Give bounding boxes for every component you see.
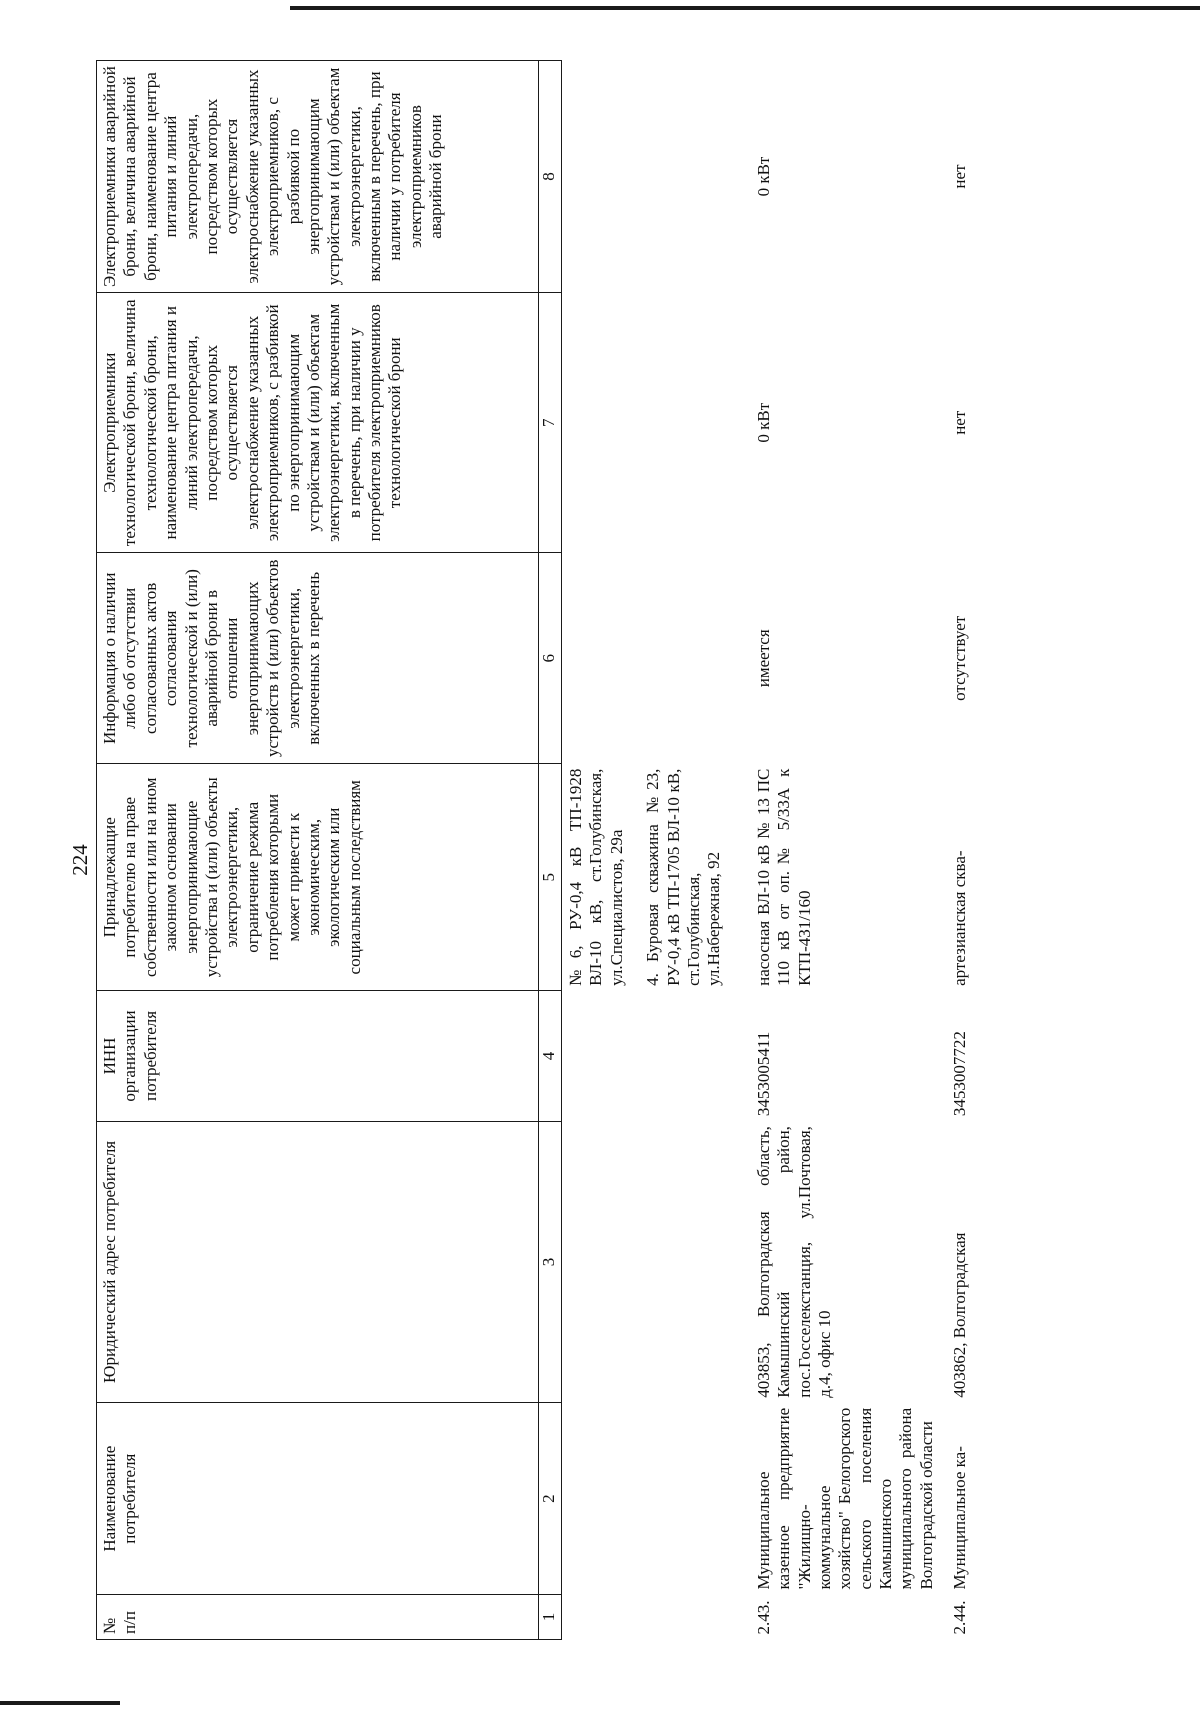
column-number: 5: [539, 764, 562, 991]
consumer-table: [96, 60, 974, 1640]
consumer-inn: 3453007722: [950, 1031, 970, 1117]
header-emergency-reserve: Электроприемники аварийной брони, величина аварийной брони, наименование центра питания и линий электропередачи, посредством которых осуществляется электроснабжение указанных электроприемников, с разбивкой по энергопринимающим устройствам и (или) объектам электроэнергетики, включенным в перечень, при наличии у потребителя электроприемников аварийной брони: [97, 61, 539, 293]
column-number: 8: [539, 61, 562, 293]
emergency-reserve: 0 кВт: [753, 156, 773, 197]
header-num: № п/п: [97, 1595, 539, 1640]
header-devices: Принадлежащие потребителю на праве собственности или на ином законном основании энергопринимающие устройства и (или) объекты электроэнергетики, ограничение режима потребления которыми может привести к экономическим, экологическим или социальным последствиям: [97, 764, 539, 991]
top-rule: [290, 6, 1200, 10]
header-tech-reserve: Электроприемники технологической брони, величина технологической брони, наименование центра питания и линий электропередачи, посредством которых осуществляется электроснабжение указанных электроприемников, с разбивкой по энергопринимающим устройствам и (или) объектам электроэнергетики, включенным в перечень, при наличии у потребителя электроприемников технологической брони: [97, 293, 539, 553]
consumer-name: Муниципальное казенное предприятие "Жилищно-коммунальное хозяйство" Белогорского сельского поселения Камышинского муниципального района Волгоградской области: [753, 1407, 936, 1590]
consumer-name: Муниципальное ка-: [950, 1446, 970, 1590]
header-inn: ИНН организации потребителя: [97, 991, 539, 1121]
tech-reserve: 0 кВт: [753, 402, 773, 443]
device-item: 4. Буровая скважина №23, РУ-0,4 кВ ТП-1705 ВЛ-10 кВ, ст.Голубинская, ул.Набережная, 92: [643, 768, 724, 986]
acts-status: отсутствует: [950, 615, 970, 701]
continuation-devices: [562, 764, 744, 991]
column-number: 2: [539, 1403, 562, 1595]
table-row: [744, 61, 941, 1640]
column-number: 6: [539, 553, 562, 764]
column-number: 7: [539, 293, 562, 553]
row-number: 2.44.: [950, 1600, 970, 1635]
emergency-reserve: нет: [950, 164, 970, 189]
column-number: 3: [539, 1121, 562, 1403]
bottom-rule: [0, 1701, 120, 1705]
column-number: 1: [539, 1595, 562, 1640]
consumer-address: 403862, Волгоградская: [950, 1232, 970, 1398]
tech-reserve: нет: [950, 410, 970, 435]
consumer-inn: 3453005411: [753, 1031, 773, 1117]
column-number: 4: [539, 991, 562, 1121]
consumer-address: 403853, Волгоградская область, Камышинский район, пос.Госселекстанция, ул.Почтовая, д.4, офис 10: [753, 1126, 834, 1398]
device-item: №6, РУ-0,4 кВ ТП-1928 ВЛ-10 кВ, ст.Голубинская, ул.Специалистов, 29а: [566, 768, 626, 986]
page-number: 224: [68, 844, 92, 876]
header-address: Юридический адрес потребителя: [97, 1121, 539, 1403]
column-number-row: [539, 61, 562, 1640]
header-name: Наименование потребителя: [97, 1403, 539, 1595]
header-acts: Информация о наличии либо об отсутствии согласованных актов согласования технологической и (или) аварийной брони в отношении энергопринимающих устройств и (или) объектов электроэнергетики, включенных в перечень: [97, 553, 539, 764]
header-row: [97, 61, 539, 1640]
consumer-devices: насосная ВЛ-10 кВ № 13 ПС 110 кВ от оп.№ 5/33А к КТП-431/160: [753, 768, 814, 986]
table-row: [940, 61, 973, 1640]
consumer-devices: артезианская сква-: [950, 850, 970, 986]
document-sheet: [96, 60, 1200, 1640]
row-number: 2.43.: [753, 1600, 773, 1635]
continuation-row: [562, 61, 744, 1640]
acts-status: имеется: [753, 629, 773, 688]
